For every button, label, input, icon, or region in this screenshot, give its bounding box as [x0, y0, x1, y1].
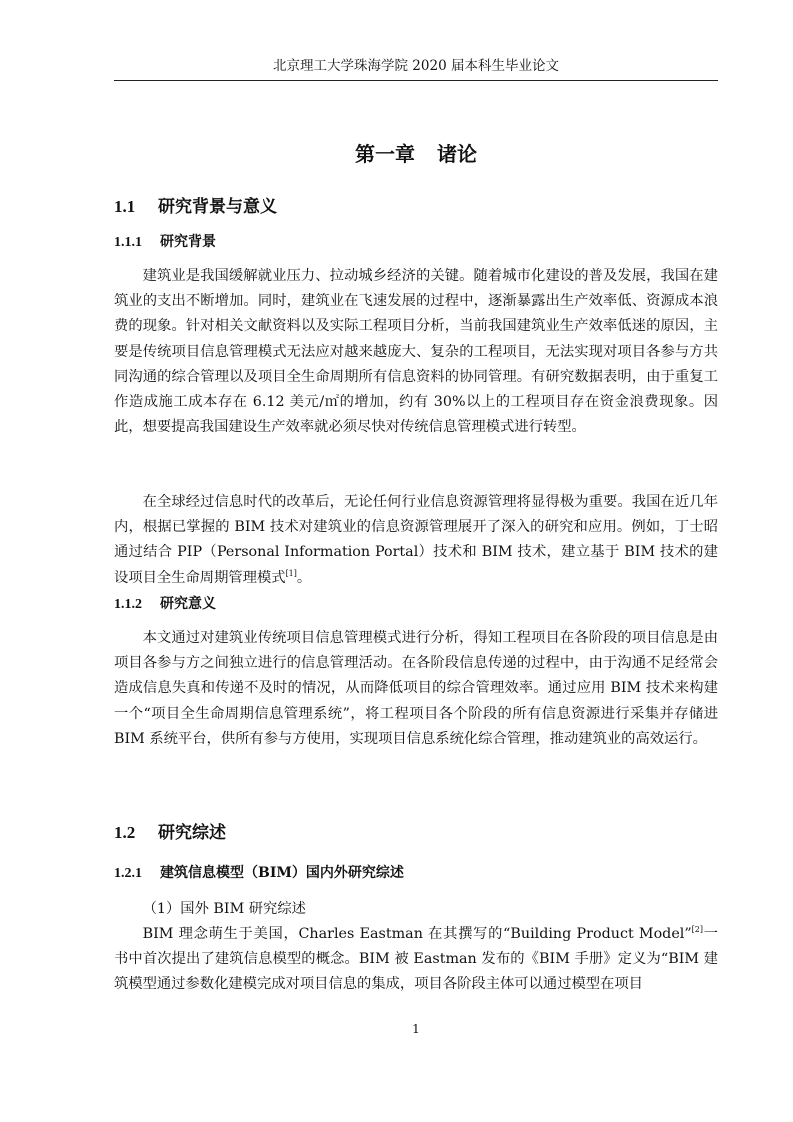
section-heading-1-1 — [114, 196, 277, 218]
subsection-heading-1-1-1 — [114, 232, 216, 253]
paragraph-text: BIM 理念萌生于美国，Charles Eastman 在其撰写的“Building Product Model” — [142, 926, 692, 942]
section-number: 1.1 — [114, 197, 136, 216]
list-label-foreign-review: （1）国外 BIM 研究综述 — [142, 901, 306, 917]
subsection-title: 建筑信息模型（BIM）国内外研究综述 — [160, 865, 404, 881]
paragraph-text: 在全球经过信息时代的改革后，无论任何行业信息资源管理将显得极为重要。我国在近几年内，根据已掌握的 BIM 技术对建筑业的信息资源管理展开了深入的研究和应用。例如，丁士昭通过结合 PIP（Personal Information Portal）技术和 BIM 技术，建立基于 BIM 技术的建设项目全生命周期管理模式 — [114, 494, 718, 586]
paragraph-background-1: 建筑业是我国缓解就业压力、拉动城乡经济的关键。随着城市化建设的普及发展，我国在建筑业的支出不断增加。同时，建筑业在飞速发展的过程中，逐渐暴露出生产效率低、资源成本浪费的现象。针对相关文献资料以及实际工程项目分析，当前我国建筑业生产效率低迷的原因，主要是传统项目信息管理模式无法应对越来越庞大、复杂的工程项目，无法实现对项目各参与方共同沟通的综合管理以及项目全生命周期所有信息资料的协同管理。有研究数据表明，由于重复工作造成施工成本存在 6.12 美元/㎡的增加，约有 30%以上的工程项目存在资金浪费现象。因此，想要提高我国建设生产效率就必须尽快对传统信息管理模式进行转型。 — [114, 268, 718, 436]
subsection-number: 1.1.1 — [114, 235, 142, 250]
citation-ref: [2] — [691, 925, 704, 934]
paragraph-end: 。 — [296, 569, 312, 586]
page-header — [114, 56, 718, 81]
section-title: 研究背景与意义 — [158, 197, 277, 217]
paragraph-foreign-review — [114, 922, 718, 998]
paragraph-significance: 本文通过对建筑业传统项目信息管理模式进行分析，得知工程项目在各阶段的项目信息是由项目各参与方之间独立进行的信息管理活动。在各阶段信息传递的过程中，由于沟通不足经常会造成信息失真和传递不及时的情况，从而降低项目的综合管理效率。通过应用 BIM 技术来构建一个“项目全生命周期信息管理系统”，将工程项目各个阶段的所有信息资源进行采集并存储进 BIM 系统平台，供所有参与方使用，实现项目信息系统化综合管理，推动建筑业的高效运行。 — [114, 630, 718, 747]
subsection-number: 1.1.2 — [114, 597, 142, 612]
subsection-heading-1-1-2 — [114, 594, 216, 615]
section-number: 1.2 — [114, 823, 136, 842]
paragraph-background-2 — [114, 490, 718, 591]
subsection-title: 研究背景 — [160, 234, 216, 250]
page-number: 1 — [412, 1022, 420, 1036]
chapter-title — [114, 141, 718, 167]
paragraph-end: 一书中首次提出了建筑信息模型的概念。BIM 被 Eastman 发布的《BIM 手册》定义为“BIM 建筑模型通过参数化建模完成对项目信息的集成，项目各阶段主体可以通过模型在项目 — [114, 926, 718, 993]
citation-ref: [1] — [285, 568, 297, 578]
subsection-number: 1.2.1 — [114, 866, 142, 881]
chapter-name: 诸论 — [437, 142, 477, 166]
section-heading-1-2 — [114, 822, 226, 844]
chapter-number: 第一章 — [355, 142, 415, 166]
page-header-text: 北京理工大学珠海学院 2020 届本科生毕业论文 — [273, 58, 559, 74]
subsection-heading-1-2-1 — [114, 863, 404, 884]
section-title: 研究综述 — [158, 823, 226, 843]
subsection-title: 研究意义 — [160, 596, 216, 612]
